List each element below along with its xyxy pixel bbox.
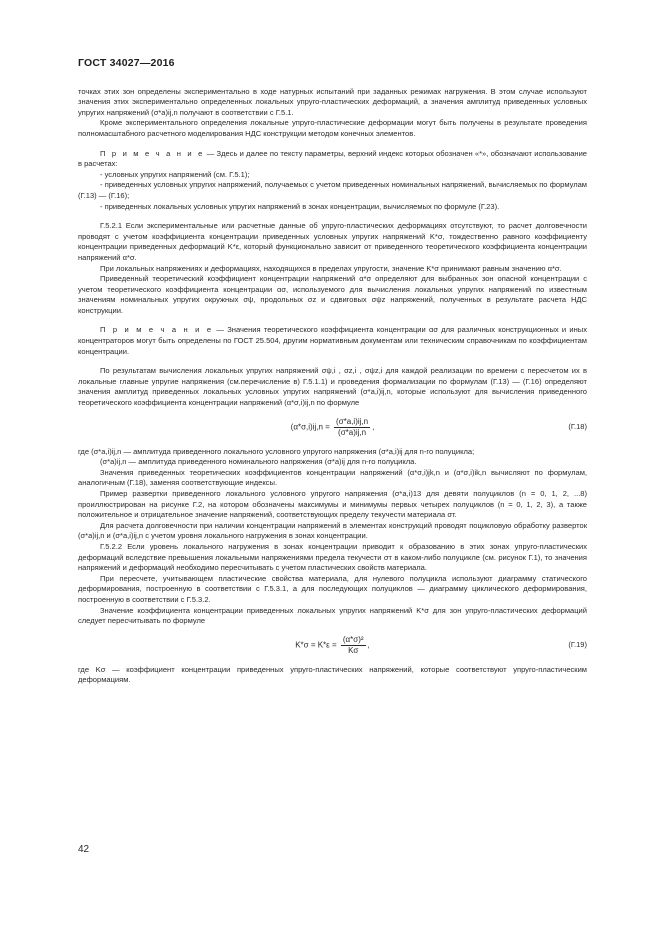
note-1 bbox=[78, 149, 587, 170]
paragraph: Значения приведенных теоретических коэффициентов концентрации напряжений (α*σ,i)jk,n и (α*σ,i)ik,n вычисляют по формулам, аналогичным (Г.18), заменяя соответствующие индексы. bbox=[78, 467, 587, 488]
paragraph: По результатам вычисления локальных упругих напряжений σψ,i , σz,i , σψz,i для каждой реализации по времени с пересчетом их в локальные главные упругие напряжения (см.перечисление в) Г.5.1.1) и проведения формализации по формулам (Г.13) — (Г.16) определяют значения амплитуд приведенных локальных условных упругих напряжений (σ*a,i)ij,n, которые используют для вычисления приведенного теоретического коэффициента концентрации напряжений (α*σ,i)ij,n по формуле bbox=[78, 366, 587, 408]
note-list-item: - условных упругих напряжений (см. Г.5.1); bbox=[100, 169, 250, 179]
paragraph: Приведенный теоретический коэффициент концентрации напряжений α*σ определяют для выбранных зон опасной концентрации с учетом теоретического коэффициента концентрации ασ, используемого для вычисления локальных упругих напряжений по известным значениям номинальных упругих окружных σψ, продольных σz и сдвиговых σψz напряжений, полученных в результате расчета НДС конструкции. bbox=[78, 274, 587, 315]
formula-numerator: (α*σ)² bbox=[342, 634, 364, 644]
formula-tail: , bbox=[372, 422, 375, 432]
paragraph: точках этих зон определены экспериментально в ходе натурных испытаний при заданных режимах нагружения. В этом случае используют значения этих экспериментально определенных локальных упруго-пластических деформаций, а значения амплитуд приведенных условных упругих напряжений (σ*a)ij,n получают в соответствии с Г.5.1. bbox=[78, 86, 587, 117]
paragraph: Кроме экспериментального определения локальные упруго-пластические деформации могут быть получены в результате проведения полномасштабного расчетного моделирования НДС конструкции методом конечных элементов. bbox=[78, 118, 587, 138]
formula-lhs: (α*σ,i)ij,n = bbox=[290, 422, 330, 432]
formula-body bbox=[78, 635, 587, 656]
formula-denominator: Kσ bbox=[348, 645, 359, 655]
note-text: — Значения теоретического коэффициента концентрации ασ для различных конструкционных и иных концентраторов могут быть определены по ГОСТ 25.504, другим нормативным документам или техническим справочникам по коэффициентам концентрации. bbox=[78, 325, 587, 356]
paragraph: Г.5.2.2 Если уровень локального нагружения в зонах концентрации приводит к образованию в этих зонах упруго-пластических деформаций вследствие превышения локальными напряжениями предела текучести σт в каком-либо полуцикле (см. рисунок Г.1), то значения напряжений и деформаций необходимо пересчитывать с учетом пластических свойств материала. bbox=[78, 541, 587, 573]
page-number: 42 bbox=[78, 844, 90, 855]
formula-fraction bbox=[334, 417, 370, 438]
paragraph: Значение коэффициента концентрации приведенных локальных упругих напряжений K*σ для зон упруго-пластических деформаций следует пересчитывать по формуле bbox=[78, 605, 587, 626]
formula-numerator: (σ*a,i)ij,n bbox=[336, 416, 369, 426]
note-2 bbox=[78, 325, 587, 357]
formula-tail: , bbox=[367, 640, 370, 650]
note-label: П р и м е ч а н и е bbox=[100, 325, 214, 335]
paragraph: Г.5.2.1 Если экспериментальные или расчетные данные об упруго-пластических деформациях отсутствуют, то расчет долговечности проводят с учетом коэффициента концентрации приведенных условных упругих напряжений K*σ, тождественно равного коэффициенту концентрации приведенных деформаций K*ε, который функционально зависит от приведенного теоретического коэффициента концентрации напряжений α*σ. bbox=[78, 221, 587, 262]
paragraph: При локальных напряжениях и деформациях, находящихся в пределах упругости, значение K*σ принимают равным значению α*σ. bbox=[100, 263, 562, 273]
paragraph: При пересчете, учитывающем пластические свойства материала, для нулевого полуцикла используют диаграмму статического деформирования, построенную в соответствии с Г.5.3.1, а для последующих полуциклов — диаграмму циклического деформирования, построенную в соответствии с Г.5.3.2. bbox=[78, 573, 587, 604]
note-text: — Здесь и далее по тексту параметры, верхний индекс которых обозначен «*», обозначают использование в расчетах: bbox=[78, 148, 587, 169]
formula-denominator: (σ*a)ij,n bbox=[338, 427, 367, 437]
note-label: П р и м е ч а н и е bbox=[100, 148, 205, 158]
where-clause: где (σ*a,i)ij,n — амплитуда приведенного локального условного упругого напряжения (σ*a,i)ij для n-го полуцикла; bbox=[78, 446, 475, 456]
paragraph: Пример развертки приведенного локального условного упругого напряжения (σ*a,i)13 для девяти полуциклов (n = 0, 1, 2, ...8) проиллюстрирован на рисунке Г.2, на котором обозначены максимумы и минимумы первых четырех полуциклов (n = 0, 1, 2, 3), а также положительное и отрицательное значение напряжений, соответствующих пределу текучести материала σт. bbox=[78, 489, 587, 520]
paragraph: где Kσ — коэффициент концентрации приведенных упруго-пластических напряжений, которые соответствуют упруго-пластическим деформациям. bbox=[78, 664, 587, 685]
formula-g19 bbox=[78, 631, 587, 659]
note-list-item: - приведенных локальных условных упругих напряжений в зонах концентрации, вычисляемых по формуле (Г.23). bbox=[100, 201, 500, 211]
paragraph: Для расчета долговечности при наличии концентрации напряжений в элементах конструкций проводят поцикловую обработку разверток (σ*a)ij,n и (σ*a,i)ij,n с учетом уровня локального нагружения в зонах концентрации. bbox=[78, 520, 587, 541]
formula-g18 bbox=[78, 413, 587, 441]
formula-body bbox=[78, 417, 587, 438]
note-list-item: - приведенных условных упругих напряжений, получаемых с учетом приведенных номинальных напряжений, вычисляемых по формулам (Г.13) — (Г.16); bbox=[78, 180, 587, 200]
formula-lhs: K*σ = K*ε = bbox=[295, 640, 337, 650]
where-clause: (σ*a)ij,n — амплитуда приведенного номинального напряжения (σ*a)ij для n-го полуцикла. bbox=[100, 457, 417, 467]
formula-fraction bbox=[341, 635, 366, 656]
formula-number: (Г.18) bbox=[568, 421, 587, 431]
formula-number: (Г.19) bbox=[568, 639, 587, 649]
document-header: ГОСТ 34027—2016 bbox=[78, 57, 175, 69]
